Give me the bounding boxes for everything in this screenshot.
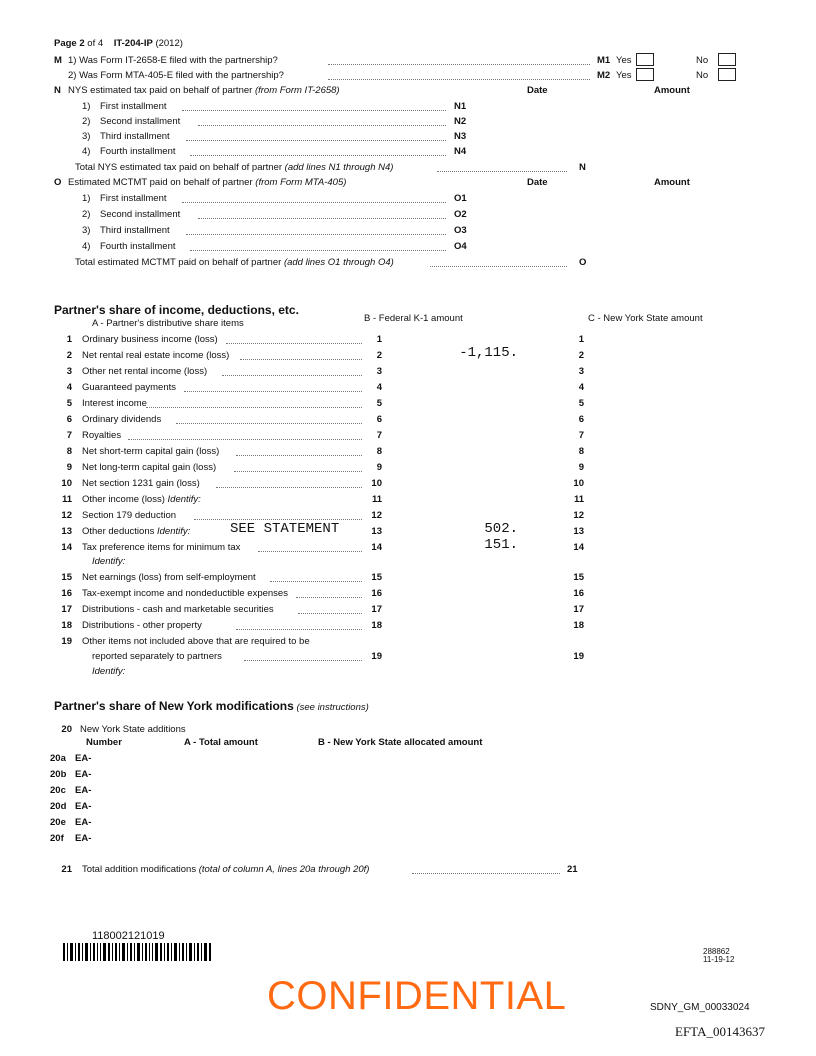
m1-no-checkbox[interactable]	[718, 53, 736, 66]
section-o-date-header: Date	[527, 177, 548, 188]
line-21-note: (total of column A, lines 20a through 20f)	[198, 864, 370, 875]
o4-label: Fourth installment	[100, 241, 176, 252]
line-20a-ea: EA-	[75, 753, 92, 764]
barcode-number: 118002121019	[92, 930, 165, 942]
line-10-b-num: 10	[371, 478, 382, 489]
nymod-title-note: (see instructions)	[296, 702, 369, 713]
share-col-c-header: C - New York State amount	[588, 313, 703, 324]
leader-line	[328, 64, 590, 65]
o2-label: Second installment	[100, 209, 181, 220]
line-3-num: 3	[66, 366, 72, 377]
line-5-num: 5	[66, 398, 72, 409]
line-2-b-num: 2	[376, 350, 382, 361]
line-18-b-num: 18	[371, 620, 382, 631]
line-21-num: 21	[61, 864, 72, 875]
section-n-title-note: (from Form IT-2658)	[254, 85, 340, 96]
page-header	[54, 38, 183, 49]
line-20d-ea: EA-	[75, 801, 92, 812]
line-2-num: 2	[66, 350, 72, 361]
line-7-num: 7	[66, 430, 72, 441]
line-11-num: 11	[61, 494, 72, 505]
line-20e-id: 20e	[50, 817, 66, 828]
line-8-num: 8	[66, 446, 72, 457]
o3-num: 3)	[82, 225, 91, 236]
line-6-b-num: 6	[376, 414, 382, 425]
leader-line	[184, 391, 362, 392]
n-total-label	[75, 162, 393, 173]
line-16-num: 16	[61, 588, 72, 599]
section-n-title-text: NYS estimated tax paid on behalf of partner	[68, 85, 253, 96]
line-20f-id: 20f	[50, 833, 64, 844]
o4-code: O4	[454, 241, 467, 252]
line-9-b-num: 9	[376, 462, 382, 473]
line-4-b-num: 4	[376, 382, 382, 393]
leader-line	[270, 581, 362, 582]
n-total-code: N	[579, 162, 586, 173]
section-o-title-note: (from Form MTA-405)	[255, 177, 347, 188]
line-14-c-num: 14	[573, 542, 584, 553]
line-13-label-text: Other deductions	[82, 526, 155, 537]
section-n-letter: N	[54, 85, 61, 96]
leader-line	[194, 519, 362, 520]
line-14-b-num: 14	[371, 542, 382, 553]
line-16-b-num: 16	[371, 588, 382, 599]
m2-code: M2	[597, 70, 611, 81]
m1-yes-checkbox[interactable]	[636, 53, 654, 66]
line-1-c-num: 1	[578, 334, 584, 345]
line-12-b-num: 12	[371, 510, 382, 521]
leader-line	[176, 423, 362, 424]
leader-line	[234, 471, 362, 472]
line-15-label: Net earnings (loss) from self-employment	[82, 572, 256, 583]
line-14-b-amount: 151.	[484, 537, 518, 553]
n2-num: 2)	[82, 116, 91, 127]
line-6-num: 6	[66, 414, 72, 425]
line-15-c-num: 15	[573, 572, 584, 583]
section-n-date-header: Date	[527, 85, 548, 96]
line-19-label-1: Other items not included above that are required to be	[82, 636, 310, 647]
line-8-c-num: 8	[578, 446, 584, 457]
line-1-label: Ordinary business income (loss)	[82, 334, 218, 345]
line-12-label: Section 179 deduction	[82, 510, 177, 521]
leader-line	[190, 155, 446, 156]
o1-label: First installment	[100, 193, 167, 204]
line-9-c-num: 9	[578, 462, 584, 473]
line-5-c-num: 5	[578, 398, 584, 409]
n2-code: N2	[454, 116, 467, 127]
n-total-text: Total NYS estimated tax paid on behalf of partner	[75, 162, 283, 173]
leader-line	[412, 873, 560, 874]
barcode-icon	[63, 943, 213, 961]
line-18-c-num: 18	[573, 620, 584, 631]
section-n-amount-header: Amount	[654, 85, 690, 96]
section-o-title-text: Estimated MCTMT paid on behalf of partner	[68, 177, 253, 188]
line-20e-ea: EA-	[75, 817, 92, 828]
line-17-b-num: 17	[371, 604, 382, 615]
leader-line	[236, 455, 362, 456]
line-5-b-num: 5	[376, 398, 382, 409]
o-total-label	[75, 257, 394, 268]
share-col-b-header: B - Federal K-1 amount	[364, 313, 463, 324]
line-12-num: 12	[61, 510, 72, 521]
n1-label: First installment	[100, 101, 167, 112]
line-20f-ea: EA-	[75, 833, 92, 844]
line-2-label: Net rental real estate income (loss)	[82, 350, 230, 361]
share-col-a-header: A - Partner's distributive share items	[92, 318, 244, 329]
line-18-num: 18	[61, 620, 72, 631]
line-11-label	[82, 494, 201, 505]
leader-line	[296, 597, 362, 598]
n3-num: 3)	[82, 131, 91, 142]
line-20-label: New York State additions	[80, 724, 186, 735]
line-13-c-num: 13	[573, 526, 584, 537]
line-16-label: Tax-exempt income and nondeductible expenses	[82, 588, 288, 599]
form-id: IT-204-IP	[113, 38, 153, 49]
line-14-num: 14	[61, 542, 72, 553]
line-19-num: 19	[61, 636, 72, 647]
line-13-b-num: 13	[371, 526, 382, 537]
form-year: (2012)	[155, 38, 183, 49]
o2-code: O2	[454, 209, 467, 220]
line-17-c-num: 17	[573, 604, 584, 615]
n2-label: Second installment	[100, 116, 181, 127]
n-total-note: (add lines N1 through N4)	[284, 162, 394, 173]
section-m-question-2: 2) Was Form MTA-405-E filed with the partnership?	[68, 70, 284, 81]
share-section-title: Partner's share of income, deductions, etc.	[54, 303, 299, 317]
line-3-label: Other net rental income (loss)	[82, 366, 208, 377]
m2-no-checkbox[interactable]	[718, 68, 736, 81]
leader-line	[186, 234, 446, 235]
leader-line	[437, 171, 567, 172]
line-20c-ea: EA-	[75, 785, 92, 796]
line-8-b-num: 8	[376, 446, 382, 457]
line-19-b-num: 19	[371, 651, 382, 662]
nymod-col-number: Number	[86, 737, 122, 748]
line-14-identify: Identify:	[92, 556, 126, 567]
line-7-label: Royalties	[82, 430, 122, 441]
leader-line	[198, 125, 446, 126]
n3-code: N3	[454, 131, 467, 142]
line-9-num: 9	[66, 462, 72, 473]
line-8-label: Net short-term capital gain (loss)	[82, 446, 220, 457]
line-11-c-num: 11	[573, 494, 584, 505]
leader-line	[240, 359, 362, 360]
n4-label: Fourth installment	[100, 146, 176, 157]
line-13-b-amount: 502.	[484, 521, 518, 537]
nymod-col-a: A - Total amount	[184, 737, 258, 748]
m2-yes-label: Yes	[616, 70, 632, 81]
leader-line	[258, 551, 362, 552]
line-9-label: Net long-term capital gain (loss)	[82, 462, 217, 473]
leader-line	[298, 613, 362, 614]
bates-number: SDNY_GM_00033024	[650, 1002, 750, 1013]
leader-line	[236, 629, 362, 630]
line-13-identify: Identify:	[157, 526, 191, 537]
section-o-amount-header: Amount	[654, 177, 690, 188]
section-n-title	[68, 85, 340, 96]
line-20-num: 20	[61, 724, 72, 735]
leader-line	[182, 202, 446, 203]
line-19-identify: Identify:	[92, 666, 126, 677]
line-15-num: 15	[61, 572, 72, 583]
line-4-label: Guaranteed payments	[82, 382, 177, 393]
leader-line	[430, 266, 567, 267]
leader-line	[146, 407, 362, 408]
section-m-question-1: 1) Was Form IT-2658-E filed with the partnership?	[68, 55, 278, 66]
o1-code: O1	[454, 193, 467, 204]
line-7-c-num: 7	[578, 430, 584, 441]
section-m-letter: M	[54, 55, 62, 66]
line-16-c-num: 16	[573, 588, 584, 599]
o-total-code: O	[579, 257, 587, 268]
line-19-label-2: reported separately to partners	[92, 651, 222, 662]
n3-label: Third installment	[100, 131, 170, 142]
leader-line	[226, 343, 362, 344]
leader-line	[244, 660, 362, 661]
section-o-title	[68, 177, 346, 188]
line-20d-id: 20d	[50, 801, 67, 812]
line-1-b-num: 1	[376, 334, 382, 345]
line-14-label: Tax preference items for minimum tax	[82, 542, 241, 553]
line-3-b-num: 3	[376, 366, 382, 377]
leader-line	[198, 218, 446, 219]
o3-code: O3	[454, 225, 467, 236]
line-10-c-num: 10	[573, 478, 584, 489]
line-2-c-num: 2	[578, 350, 584, 361]
line-18-label: Distributions - other property	[82, 620, 202, 631]
m2-no-label: No	[696, 70, 709, 81]
o-total-text: Total estimated MCTMT paid on behalf of partner	[75, 257, 282, 268]
line-11-identify: Identify:	[167, 494, 201, 505]
o3-label: Third installment	[100, 225, 170, 236]
efta-number: EFTA_00143637	[675, 1024, 765, 1039]
line-19-c-num: 19	[573, 651, 584, 662]
leader-line	[190, 250, 446, 251]
n1-code: N1	[454, 101, 467, 112]
n4-code: N4	[454, 146, 467, 157]
line-4-c-num: 4	[578, 382, 584, 393]
leader-line	[186, 140, 446, 141]
o2-num: 2)	[82, 209, 91, 220]
line-17-num: 17	[61, 604, 72, 615]
line-17-label: Distributions - cash and marketable securities	[82, 604, 274, 615]
line-3-c-num: 3	[578, 366, 584, 377]
form-code-1: 288862	[703, 947, 730, 956]
line-21-label-text: Total addition modifications	[82, 864, 197, 875]
line-11-b-num: 11	[371, 494, 382, 505]
line-13-num: 13	[61, 526, 72, 537]
leader-line	[216, 487, 362, 488]
leader-line	[182, 110, 446, 111]
m1-code: M1	[597, 55, 611, 66]
line-6-c-num: 6	[578, 414, 584, 425]
line-21-code: 21	[567, 864, 578, 875]
line-12-c-num: 12	[573, 510, 584, 521]
line-5-label: Interest income	[82, 398, 147, 409]
line-13-typed-identify: SEE STATEMENT	[230, 521, 340, 537]
n1-num: 1)	[82, 101, 91, 112]
o4-num: 4)	[82, 241, 91, 252]
form-code-2: 11-19-12	[703, 955, 735, 964]
line-20b-id: 20b	[50, 769, 67, 780]
line-10-num: 10	[61, 478, 72, 489]
line-21-label	[82, 864, 369, 875]
page-number: 2	[79, 38, 85, 49]
line-20b-ea: EA-	[75, 769, 92, 780]
line-11-label-text: Other income (loss)	[82, 494, 165, 505]
line-20a-id: 20a	[50, 753, 66, 764]
line-2-b-amount: -1,115.	[459, 345, 518, 361]
line-13-label	[82, 526, 190, 537]
o-total-note: (add lines O1 through O4)	[283, 257, 394, 268]
m2-yes-checkbox[interactable]	[636, 68, 654, 81]
confidential-stamp: CONFIDENTIAL	[267, 974, 567, 1018]
line-6-label: Ordinary dividends	[82, 414, 162, 425]
nymod-title	[54, 699, 369, 713]
line-15-b-num: 15	[371, 572, 382, 583]
n4-num: 4)	[82, 146, 91, 157]
line-4-num: 4	[66, 382, 72, 393]
leader-line	[328, 79, 590, 80]
page-of: of 4	[87, 38, 104, 49]
page-label: Page	[54, 38, 77, 49]
section-o-letter: O	[54, 177, 62, 188]
leader-line	[222, 375, 362, 376]
line-20c-id: 20c	[50, 785, 66, 796]
leader-line	[128, 439, 362, 440]
m1-yes-label: Yes	[616, 55, 632, 66]
line-7-b-num: 7	[376, 430, 382, 441]
m1-no-label: No	[696, 55, 709, 66]
nymod-col-b: B - New York State allocated amount	[318, 737, 483, 748]
nymod-title-text: Partner's share of New York modifications	[54, 699, 294, 713]
line-10-label: Net section 1231 gain (loss)	[82, 478, 200, 489]
o1-num: 1)	[82, 193, 91, 204]
line-1-num: 1	[66, 334, 72, 345]
